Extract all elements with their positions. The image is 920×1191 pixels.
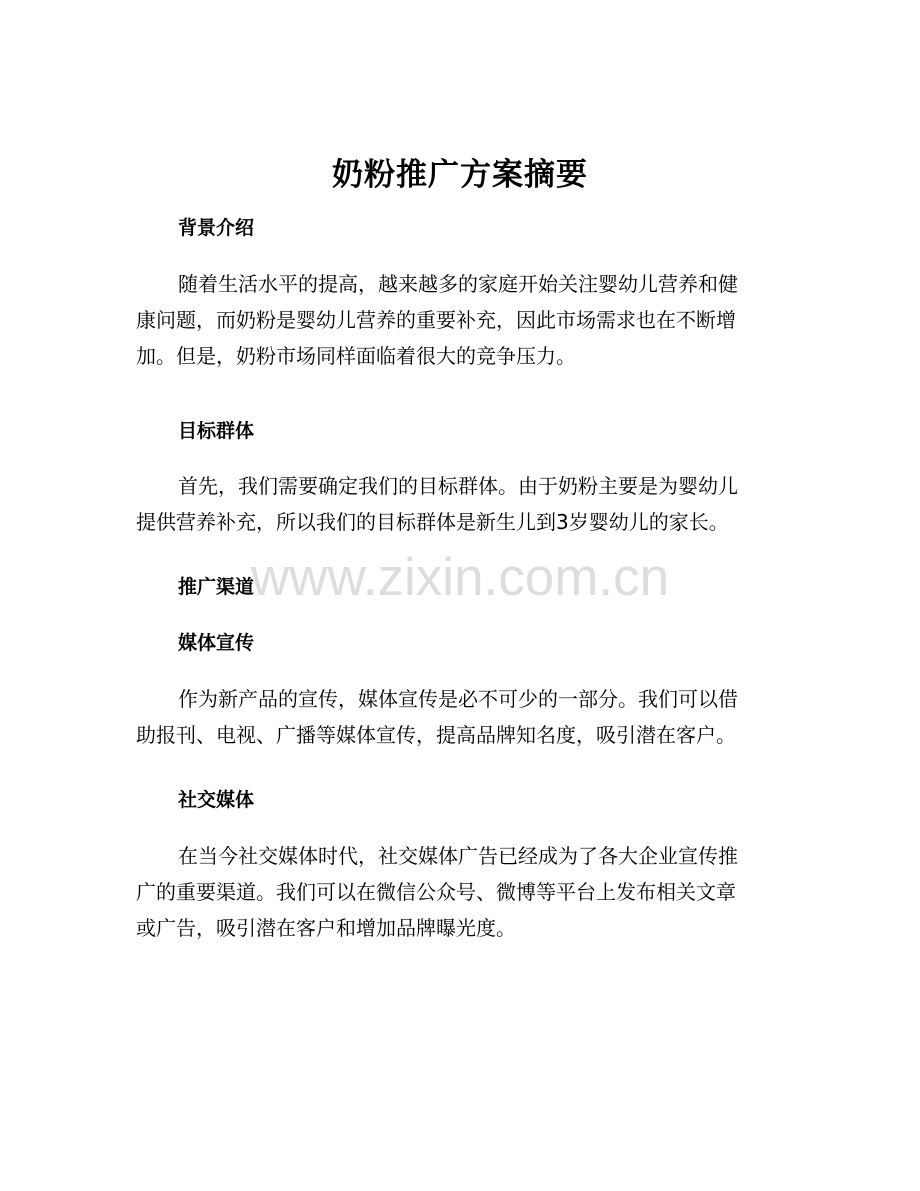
section-heading-media-publicity: 媒体宣传 xyxy=(178,632,255,654)
section-paragraph-social-media xyxy=(136,838,786,946)
paragraph-line: 或广告，吸引潜在客户和增加品牌曝光度。 xyxy=(136,916,516,940)
section-heading-social-media: 社交媒体 xyxy=(178,789,255,811)
section-heading-target-group: 目标群体 xyxy=(178,420,255,442)
section-paragraph-media-publicity xyxy=(136,681,786,753)
section-paragraph-target-group xyxy=(136,468,786,540)
watermark-text: www.zixin.com.cn xyxy=(250,548,670,607)
paragraph-line: 随着生活水平的提高，越来越多的家庭开始关注婴幼儿营养和健 xyxy=(178,272,738,296)
paragraph-line: 提供营养补充，所以我们的目标群体是新生儿到3岁婴幼儿的家长。 xyxy=(136,510,729,534)
paragraph-line: 广的重要渠道。我们可以在微信公众号、微博等平台上发布相关文章 xyxy=(136,880,736,904)
section-heading-background: 背景介绍 xyxy=(178,217,255,239)
paragraph-line: 加。但是，奶粉市场同样面临着很大的竞争压力。 xyxy=(136,344,576,368)
paragraph-line: 在当今社交媒体时代，社交媒体广告已经成为了各大企业宣传推 xyxy=(178,844,738,868)
paragraph-line: 作为新产品的宣传，媒体宣传是必不可少的一部分。我们可以借 xyxy=(178,687,738,711)
paragraph-line: 助报刊、电视、广播等媒体宣传，提高品牌知名度，吸引潜在客户。 xyxy=(136,723,736,747)
section-heading-promotion-channels: 推广渠道 xyxy=(178,576,255,598)
section-paragraph-background xyxy=(136,266,786,374)
paragraph-line: 康问题，而奶粉是婴幼儿营养的重要补充，因此市场需求也在不断增 xyxy=(136,308,736,332)
paragraph-line: 首先，我们需要确定我们的目标群体。由于奶粉主要是为婴幼儿 xyxy=(178,474,738,498)
document-title: 奶粉推广方案摘要 xyxy=(332,157,588,193)
